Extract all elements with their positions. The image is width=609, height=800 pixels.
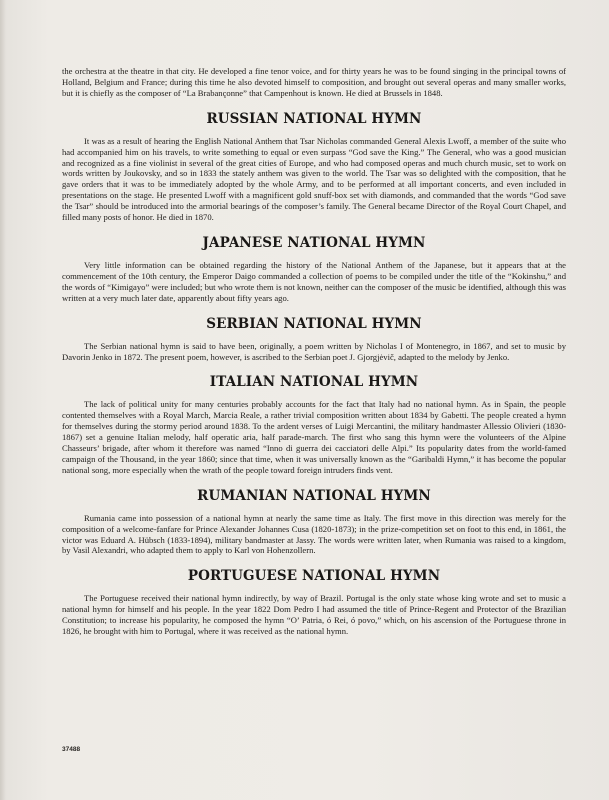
section-body: The Serbian national hymn is said to have been, originally, a poem written by Nicholas I of Montenegro, in 1867, and set to music by Davorin Jenko in 1872. The present poem, however, is ascribed to the Serbian poet J. Gjorgjėvič, adapted to the melody by Jenko. xyxy=(62,340,566,362)
plate-number: 37488 xyxy=(62,746,81,753)
section-russian xyxy=(62,112,566,223)
section-heading: RUMANIAN NATIONAL HYMN xyxy=(197,487,431,504)
section-heading: PORTUGUESE NATIONAL HYMN xyxy=(187,568,441,585)
section-serbian xyxy=(62,317,566,363)
section-italian xyxy=(62,375,566,475)
section-japanese xyxy=(62,236,566,304)
section-portuguese xyxy=(62,569,566,637)
section-body: It was as a result of hearing the English National Anthem that Tsar Nicholas commanded General Alexis Lwoff, a member of the suite who had accompanied him on his travels, to write something to equal or even surpass “God save the King.” The General, who was a good musician and recognized as a fine violinist in several of the great cities of Europe, and who had composed operas and much church music, set to work on words written by Joukovsky, and so in 1833 the stately anthem was given to the world. The Tsar was so delighted with the composition, that he gave orders that it was to be immediately adopted by the whole Army, and to be performed at all important concerts, and even included in presentations on the stage. He presented Lwoff with a magnificent gold snuff-box set with diamonds, and commanded that the words “God save the Tsar” should be introduced into the armorial bearings of the composer’s family. The General became Director of the Royal Court Chapel, and filled many posts of honor. He died in 1870. xyxy=(62,135,566,223)
section-heading: ITALIAN NATIONAL HYMN xyxy=(209,374,419,391)
section-heading: JAPANESE NATIONAL HYMN xyxy=(202,234,426,251)
section-heading: RUSSIAN NATIONAL HYMN xyxy=(206,110,422,127)
section-heading: SERBIAN NATIONAL HYMN xyxy=(206,315,422,332)
intro-paragraph: the orchestra at the theatre in that city. He developed a fine tenor voice, and for thirty years he was to be found singing in the principal towns of Holland, Belgium and France; during this time he also devoted himself to composition, and brought out several operas and many smaller works, but it is chiefly as the composer of “La Brabançonne” that Campenhout is known. He died at Brussels in 1848. xyxy=(62,66,566,98)
section-body: Very little information can be obtained regarding the history of the National Anthem of the Japanese, but it appears that at the commencement of the 10th century, the Emperor Daigo commanded a collection of poems to be compiled under the title of the “Kokinshu,” and the words of “Kimigayo” were included; but who wrote them is not known, neither can the composer of the music be identified, although this was written at a very much later date, apparently about fifty years ago. xyxy=(62,259,566,303)
binding-shadow xyxy=(0,0,6,800)
section-body: The Portuguese received their national hymn indirectly, by way of Brazil. Portugal is the only state whose king wrote and set to music a national hymn for himself and his people. In the year 1822 Dom Pedro I had assumed the title of Prince-Regent and Protector of the Brazilian Constitution; to increase his popularity, he composed the hymn “O’ Patria, ó Rei, ó povo,” which, on his ascension of the Portuguese throne in 1826, he brought with him to Portugal, where it was received as the national hymn. xyxy=(62,593,566,637)
section-body: Rumania came into possession of a national hymn at nearly the same time as Italy. The first move in this direction was merely for the composition of a welcome-fanfare for Prince Alexander Johannes Cusa (1820-1873); in the prize-competition set on foot to this end, in 1861, the victor was Eduard A. Hübsch (1833-1894), military bandmaster at Jassy. The words were written later, when Rumania was raised to a kingdom, by Vasil Alexandri, who adapted them to apply to Karl von Hohenzollern. xyxy=(62,512,566,556)
section-rumanian xyxy=(62,489,566,557)
section-body: The lack of political unity for many centuries probably accounts for the fact that Italy had no national hymn. As in Spain, the people contented themselves with a Royal March, Marcia Reale, a rather trivial composition written about 1834 by Gabetti. The people created a hymn for themselves during the stormy period around 1838. To the ardent verses of Luigi Mercantini, the military handmaster Allessio Olivieri (1830-1867) set a genuine Italian melody, half operatic aria, half parade-march. The first who sang this hymn were the volunteers of the Alpine Chasseurs’ brigade, after whom it therefore was named “Inno di guerra dei cacciatori delle Alpi.” Its popularity dates from the world-famed campaign of the Thousand, in the year 1860; since that time, when it was universally known as the “Garibaldi Hymn,” it has become the popular national song, more especially when the wrath of the people toward foreign intruders finds vent. xyxy=(62,399,566,475)
